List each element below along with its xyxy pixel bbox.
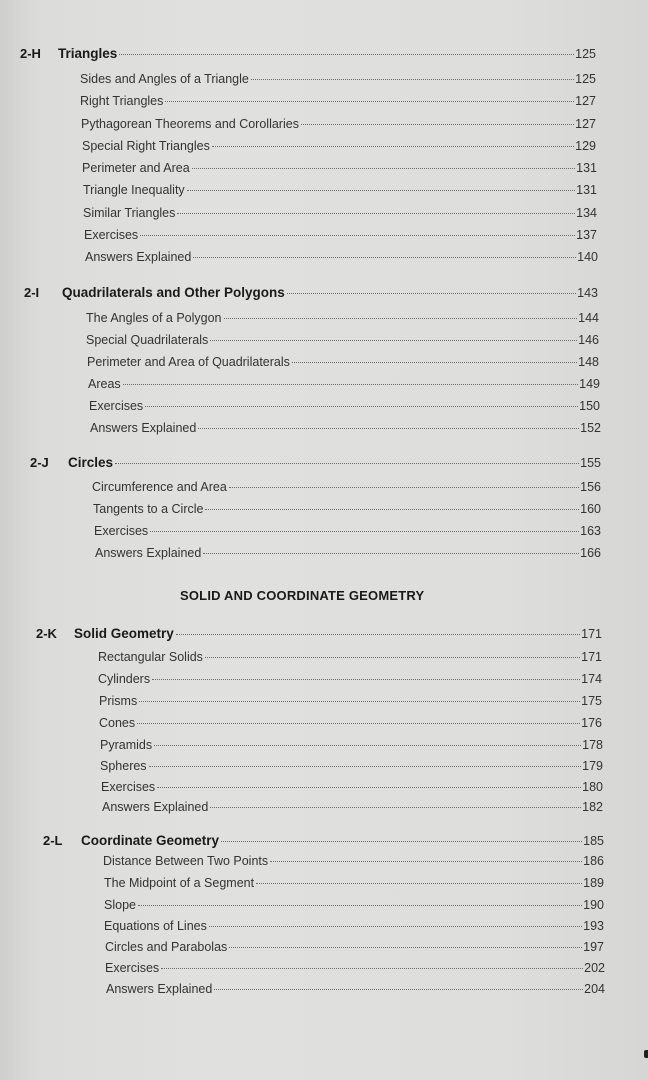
dot-leader — [139, 701, 580, 702]
dot-leader — [119, 54, 574, 55]
section-code: 2-J — [30, 455, 49, 470]
item-label: Slope — [104, 898, 136, 912]
dot-leader — [292, 362, 577, 363]
dot-leader — [212, 146, 574, 147]
item-label: Exercises — [105, 961, 160, 975]
item-label: Cylinders — [98, 672, 151, 686]
dot-leader — [193, 257, 576, 258]
toc-item[interactable] — [98, 672, 602, 686]
item-label: Perimeter and Area — [82, 161, 190, 175]
item-label: Pythagorean Theorems and Corollaries — [81, 117, 299, 131]
toc-item[interactable] — [104, 919, 604, 933]
dot-leader — [157, 787, 581, 788]
section-title: Solid Geometry — [74, 626, 174, 641]
page-number: 190 — [583, 898, 604, 912]
toc-item[interactable] — [99, 694, 602, 708]
toc-section-2k[interactable] — [36, 626, 602, 641]
page-number: 137 — [576, 228, 597, 242]
item-label: Special Right Triangles — [82, 139, 210, 153]
page-number: 179 — [582, 759, 603, 773]
dot-leader — [229, 947, 582, 948]
item-label: Circles and Parabolas — [105, 940, 228, 954]
item-label: Exercises — [84, 228, 139, 242]
dot-leader — [165, 101, 574, 102]
item-label: Spheres — [100, 759, 147, 773]
section-code: 2-K — [36, 626, 57, 641]
toc-section-2j[interactable] — [30, 455, 601, 470]
dot-leader — [224, 318, 578, 319]
item-label: Answers Explained — [102, 800, 209, 814]
page-number: 134 — [576, 206, 597, 220]
toc-item[interactable] — [88, 377, 600, 391]
item-label: Sides and Angles of a Triangle — [80, 72, 249, 86]
dot-leader — [229, 487, 579, 488]
section-title: Coordinate Geometry — [81, 833, 220, 848]
page-number: 182 — [582, 800, 603, 814]
part-heading: SOLID AND COORDINATE GEOMETRY — [180, 588, 425, 603]
dot-leader — [192, 168, 575, 169]
toc-item[interactable] — [84, 228, 597, 242]
item-label: Exercises — [94, 524, 149, 538]
page-number: 127 — [575, 94, 596, 108]
dot-leader — [145, 406, 578, 407]
section-title: Triangles — [58, 46, 118, 61]
page-number: 125 — [575, 72, 596, 86]
toc-item[interactable] — [102, 800, 603, 814]
page-number: 204 — [584, 982, 605, 996]
page-number: 185 — [583, 834, 604, 848]
toc-item[interactable] — [80, 94, 596, 108]
toc-item[interactable] — [105, 961, 605, 975]
item-label: Similar Triangles — [83, 206, 176, 220]
page-number: 152 — [580, 421, 601, 435]
toc-item[interactable] — [86, 333, 599, 347]
page-number: 186 — [583, 854, 604, 868]
item-label: Perimeter and Area of Quadrilaterals — [87, 355, 290, 369]
item-label: The Midpoint of a Segment — [104, 876, 255, 890]
dot-leader — [152, 679, 580, 680]
toc-item[interactable] — [81, 117, 596, 131]
toc-item[interactable] — [87, 355, 599, 369]
item-label: Distance Between Two Points — [103, 854, 269, 868]
dot-leader — [149, 766, 582, 767]
item-label: Special Quadrilaterals — [86, 333, 209, 347]
page-number: 175 — [581, 694, 602, 708]
dot-leader — [210, 340, 577, 341]
item-label: Exercises — [101, 780, 156, 794]
item-label: Triangle Inequality — [83, 183, 185, 197]
toc-item[interactable] — [89, 399, 600, 413]
page-number: 202 — [584, 961, 605, 975]
page-number: 197 — [583, 940, 604, 954]
item-label: Areas — [88, 377, 121, 391]
section-title: Quadrilaterals and Other Polygons — [62, 285, 285, 300]
toc-section-2i[interactable] — [24, 285, 598, 300]
page-number: 171 — [581, 650, 602, 664]
dot-leader — [140, 235, 575, 236]
page-number: 163 — [580, 524, 601, 538]
toc-item[interactable] — [82, 139, 596, 153]
page-number: 125 — [575, 47, 596, 61]
toc-item[interactable] — [95, 546, 601, 560]
toc-item[interactable] — [86, 311, 599, 325]
toc-item[interactable] — [103, 854, 604, 868]
dot-leader — [210, 807, 581, 808]
toc-item[interactable] — [104, 898, 604, 912]
page-number: 131 — [576, 161, 597, 175]
page-number: 148 — [578, 355, 599, 369]
item-label: Answers Explained — [85, 250, 192, 264]
dot-leader — [137, 723, 580, 724]
item-label: Exercises — [89, 399, 144, 413]
dot-leader — [256, 883, 582, 884]
item-label: Rectangular Solids — [98, 650, 203, 664]
item-label: Answers Explained — [90, 421, 197, 435]
page-number: 156 — [580, 480, 601, 494]
page-number: 131 — [576, 183, 597, 197]
section-title: Circles — [68, 455, 114, 470]
section-code: 2-I — [24, 285, 40, 300]
dot-leader — [123, 384, 578, 385]
page-number: 180 — [582, 780, 603, 794]
page-number: 166 — [580, 546, 601, 560]
item-label: Circumference and Area — [92, 480, 227, 494]
item-label: Tangents to a Circle — [93, 502, 204, 516]
page-number: 144 — [578, 311, 599, 325]
page-edge-mark — [644, 1050, 648, 1058]
dot-leader — [203, 553, 579, 554]
item-label: Pyramids — [100, 738, 153, 752]
dot-leader — [150, 531, 579, 532]
item-label: Answers Explained — [95, 546, 202, 560]
dot-leader — [154, 745, 581, 746]
page-number: 146 — [578, 333, 599, 347]
dot-leader — [205, 657, 580, 658]
page-number: 127 — [575, 117, 596, 131]
toc-item[interactable] — [100, 759, 603, 773]
dot-leader — [251, 79, 574, 80]
dot-leader — [287, 293, 576, 294]
toc-item[interactable] — [101, 780, 603, 794]
page-number: 178 — [582, 738, 603, 752]
dot-leader — [301, 124, 574, 125]
section-code: 2-H — [20, 46, 41, 61]
toc-item[interactable] — [105, 940, 604, 954]
toc-item[interactable] — [98, 650, 602, 664]
page-number: 176 — [581, 716, 602, 730]
dot-leader — [176, 634, 580, 635]
toc-item[interactable] — [80, 72, 596, 86]
page-number: 155 — [580, 456, 601, 470]
dot-leader — [177, 213, 575, 214]
toc-item[interactable] — [106, 982, 605, 996]
item-label: Answers Explained — [106, 982, 213, 996]
toc-item[interactable] — [94, 524, 601, 538]
dot-leader — [270, 861, 582, 862]
page-number: 174 — [581, 672, 602, 686]
page-number: 149 — [579, 377, 600, 391]
page-number: 140 — [577, 250, 598, 264]
page-number: 150 — [579, 399, 600, 413]
item-label: Equations of Lines — [104, 919, 207, 933]
dot-leader — [187, 190, 575, 191]
dot-leader — [161, 968, 583, 969]
dot-leader — [115, 463, 579, 464]
item-label: The Angles of a Polygon — [86, 311, 222, 325]
toc-item[interactable] — [85, 250, 598, 264]
toc-item[interactable] — [92, 480, 601, 494]
dot-leader — [198, 428, 579, 429]
dot-leader — [209, 926, 582, 927]
toc-item[interactable] — [99, 716, 602, 730]
toc-item[interactable] — [100, 738, 603, 752]
page-number: 171 — [581, 627, 602, 641]
toc-item[interactable] — [104, 876, 604, 890]
page-number: 189 — [583, 876, 604, 890]
toc-section-2l[interactable] — [43, 833, 604, 848]
toc-item[interactable] — [90, 421, 601, 435]
dot-leader — [138, 905, 582, 906]
dot-leader — [221, 841, 582, 842]
item-label: Prisms — [99, 694, 138, 708]
toc-item[interactable] — [82, 161, 597, 175]
page-number: 193 — [583, 919, 604, 933]
page-number: 129 — [575, 139, 596, 153]
toc-item[interactable] — [93, 502, 601, 516]
toc-section-2h[interactable] — [20, 46, 596, 61]
section-code: 2-L — [43, 833, 63, 848]
toc-item[interactable] — [83, 183, 597, 197]
page-number: 143 — [577, 286, 598, 300]
item-label: Right Triangles — [80, 94, 164, 108]
item-label: Cones — [99, 716, 136, 730]
dot-leader — [205, 509, 579, 510]
dot-leader — [214, 989, 583, 990]
page-number: 160 — [580, 502, 601, 516]
toc-item[interactable] — [83, 206, 597, 220]
